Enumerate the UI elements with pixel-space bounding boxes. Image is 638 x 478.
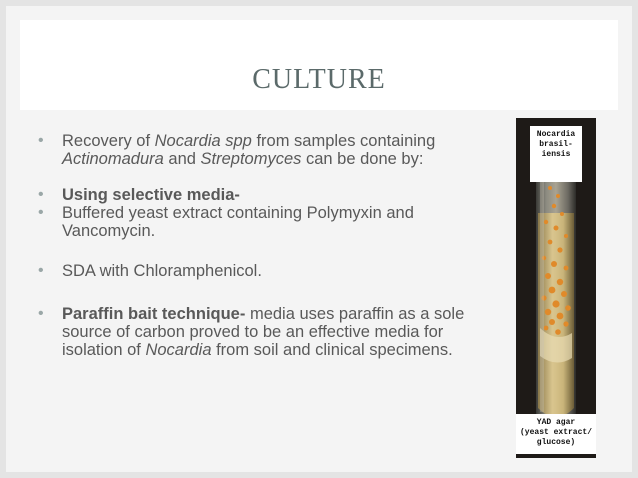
bullet-sda: • SDA with Chloramphenicol. — [38, 262, 262, 280]
bullet-dot: • — [38, 186, 44, 203]
culture-tube-photo — [516, 118, 596, 458]
species-label: Nocardia brasil- iensis — [530, 126, 582, 182]
bullet-dot: • — [38, 262, 44, 279]
bullet-dot: • — [38, 132, 44, 149]
slide-title: CULTURE — [252, 64, 386, 95]
slide — [6, 6, 632, 472]
bullet-paraffin: • Paraffin bait technique- media uses paraffin as a sole source of carbon proved to be an effective media for isolation of Nocardia from soil and clinical specimens. — [38, 305, 465, 359]
bullet-selective-media: • Using selective media- — [38, 186, 240, 204]
bullet-dot: • — [38, 204, 44, 221]
bullet-recovery: • Recovery of Nocardia spp from samples containing Actinomadura and Streptomyces can be done by: — [38, 132, 436, 168]
title-band — [20, 20, 618, 110]
medium-label: YAD agar (yeast extract/ glucose) — [516, 414, 596, 454]
bullet-dot: • — [38, 305, 44, 322]
bullet-list — [38, 132, 468, 359]
bullet-buffered-yeast: • Buffered yeast extract containing Polymyxin and Vancomycin. — [38, 204, 414, 240]
